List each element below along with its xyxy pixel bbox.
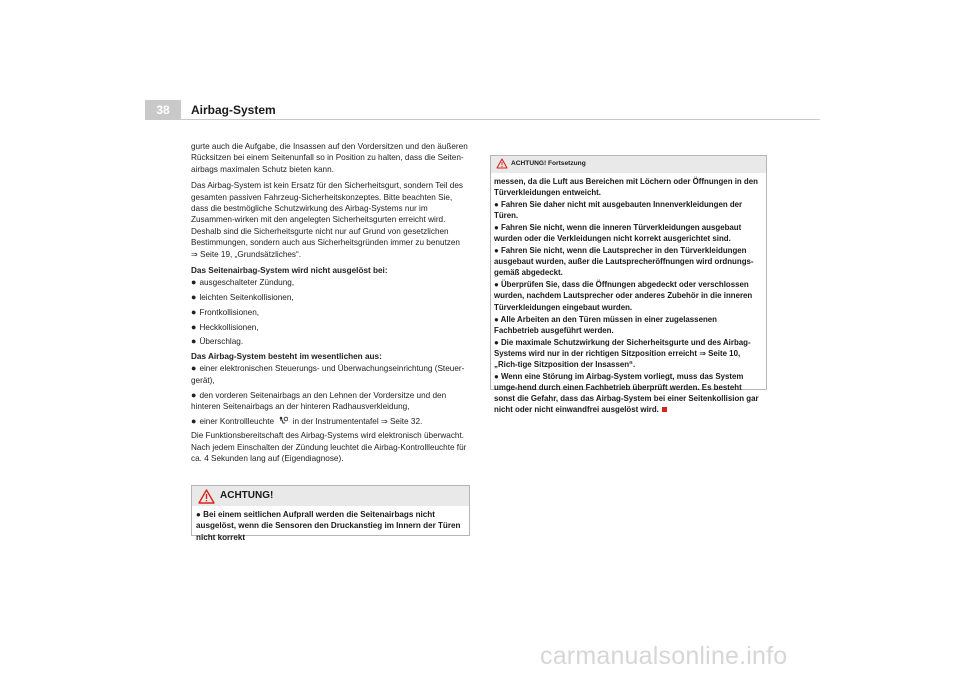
bullet-icon: ● — [191, 277, 197, 288]
arrow-icon: ⇒ — [380, 416, 388, 426]
section-title: Airbag-System — [191, 103, 276, 117]
list-item: ● Fahren Sie nicht, wenn die Lautsprecher in den Türverkleidungen ausgebaut wurden, außer die Lautsprecheröffnungen wird ordnungs-gemäß abgedeckt. — [494, 246, 754, 278]
bullet-icon: ● — [191, 336, 197, 347]
watermark: carmanualsonline.info — [540, 642, 788, 670]
paragraph: messen, da die Luft aus Bereichen mit Löchern oder Öffnungen in den Türverkleidungen entweicht. — [494, 177, 758, 198]
bullet-icon: ● — [191, 389, 197, 400]
bullet-icon: ● — [494, 200, 501, 210]
list-item: ● Die maximale Schutzwirkung der Sicherheitsgurte und des Airbag-Systems wird nur in der richtigen Sitzposition erreicht ⇒ Seite 10, „Rich-tige Sitzposition der Insassen“. — [494, 337, 751, 369]
bullet-icon: ● — [494, 337, 501, 347]
list-item: ● Fahren Sie daher nicht mit ausgebauten Innenverkleidungen der Türen. — [494, 200, 743, 221]
airbag-warning-lamp-icon — [278, 416, 288, 425]
page-reference-link[interactable]: Seite 32. — [389, 416, 423, 426]
bullet-icon: ● — [494, 314, 501, 324]
warning-box — [191, 485, 470, 542]
bullet-icon: ● — [191, 292, 197, 303]
arrow-icon: ⇒ — [191, 249, 198, 259]
page-reference-link[interactable]: Seite 19, — [199, 249, 233, 259]
warning-text: ● Bei einem seitlichen Aufprall werden die Seitenairbags nicht ausgelöst, wenn die Sensoren den Druckanstieg im Innern der Türen nicht korrekt — [196, 510, 461, 542]
bullet-icon: ● — [191, 363, 197, 374]
list-item: ● einer elektronischen Steuerungs- und Überwachungseinrichtung (Steuer-gerät), — [191, 363, 465, 385]
list-item: ● Überprüfen Sie, dass die Öffnungen abgedeckt oder verschlossen wurden, nachdem Lautsprecher oder anderes Zubehör in die inneren Türverkleidungen eingebaut wurden. — [494, 280, 753, 312]
warning-triangle-icon — [198, 489, 215, 504]
list-item: ● Alle Arbeiten an den Türen müssen in einer zugelassenen Fachbetrieb ausgeführt werden. — [494, 314, 717, 335]
arrow-icon: ⇒ — [699, 348, 706, 358]
bullet-icon: ● — [191, 306, 197, 317]
list-item: ● Fahren Sie nicht, wenn die inneren Türverkleidungen ausgebaut wurden oder die Verkleidungen nicht korrekt ausgerichtet sind. — [494, 223, 742, 244]
warning-header — [491, 156, 766, 173]
warning-box-continued — [490, 155, 767, 414]
left-column — [191, 141, 468, 470]
warning-header — [192, 486, 469, 506]
list-item: ● den vorderen Seitenairbags an den Lehnen der Vordersitze und den hinteren Seitenairbags an der hinteren Radhausverkleidung, — [191, 389, 447, 411]
bullet-icon: ● — [191, 321, 197, 332]
page-number: 38 — [145, 100, 181, 120]
subheading: Das Seitenairbag-System wird nicht ausgelöst bei: — [191, 266, 388, 276]
page-reference-link[interactable]: Seite 10, „Rich-tige Sitzposition der Insassen“. — [494, 348, 741, 369]
paragraph: gurte auch die Aufgabe, die Insassen auf den Vordersitzen und den äußeren Rücksitzen bei einem Seitenunfall so in Position zu halten, dass die Seiten-airbags maximalen Schutz bieten kann. — [191, 142, 468, 174]
paragraph: Die Funktionsbereitschaft des Airbag-Systems wird elektronisch überwacht. Nach jedem Einschalten der Zündung leuchtet die Airbag-Kontrollleuchte für ca. 4 Sekunden lang auf (Eigendiagnose). — [191, 431, 467, 464]
list-item: ● leichten Seitenkollisionen, — [191, 292, 294, 303]
list-item: ● Überschlag. — [191, 336, 244, 347]
bullet-list — [191, 363, 468, 427]
paragraph — [191, 180, 468, 260]
paragraph-text: „Grundsätzliches“. — [234, 249, 302, 259]
bullet-icon: ● — [191, 415, 197, 426]
bullet-icon: ● — [196, 510, 204, 519]
section-end-icon — [662, 407, 667, 412]
warning-title: ACHTUNG! — [220, 490, 274, 501]
bullet-icon: ● — [494, 280, 501, 290]
bullet-icon: ● — [494, 371, 501, 381]
paragraph-text: Das Airbag-System ist kein Ersatz für den Sicherheitsgurt, sondern Teil des gesamten passiven Fahrzeug-Sicherheitskonzeptes. Bitte beachten Sie, dass die bestmögliche Schutzwirkung des Airbag-Systems nur im Zusammen-wirken mit den angelegten Sicherheitsgurten erreicht wird. Deshalb sind die Sicherheitsgurte nicht nur auf Grund von gesetzlichen Bestimmungen, sondern auch aus Sicherheitsgründen immer zu benutzen — [191, 181, 463, 248]
warning-triangle-icon — [496, 158, 508, 169]
list-item: ● Wenn eine Störung im Airbag-System vorliegt, muss das System umge-hend durch einen Fachbetrieb überprüft werden. Es besteht sonst die Gefahr, dass das Airbag-System bei einer Seitenkollision gar nicht oder nicht einwandfrei ausgelöst wird. — [494, 371, 759, 414]
list-item: ● einer Kontrollleuchte in der Instrumententafel ⇒ Seite 32. — [191, 415, 423, 426]
bullet-icon: ● — [494, 246, 501, 256]
subheading: Das Airbag-System besteht im wesentlichen aus: — [191, 351, 382, 361]
bullet-list — [191, 277, 468, 347]
bullet-icon: ● — [494, 223, 501, 233]
header-divider — [145, 119, 820, 120]
warning-title: ACHTUNG! Fortsetzung — [511, 160, 586, 167]
warning-text — [491, 173, 766, 415]
list-item: ● Heckkollisionen, — [191, 321, 259, 332]
list-item: ● Frontkollisionen, — [191, 306, 260, 317]
list-item: ● ausgeschalteter Zündung, — [191, 277, 295, 288]
